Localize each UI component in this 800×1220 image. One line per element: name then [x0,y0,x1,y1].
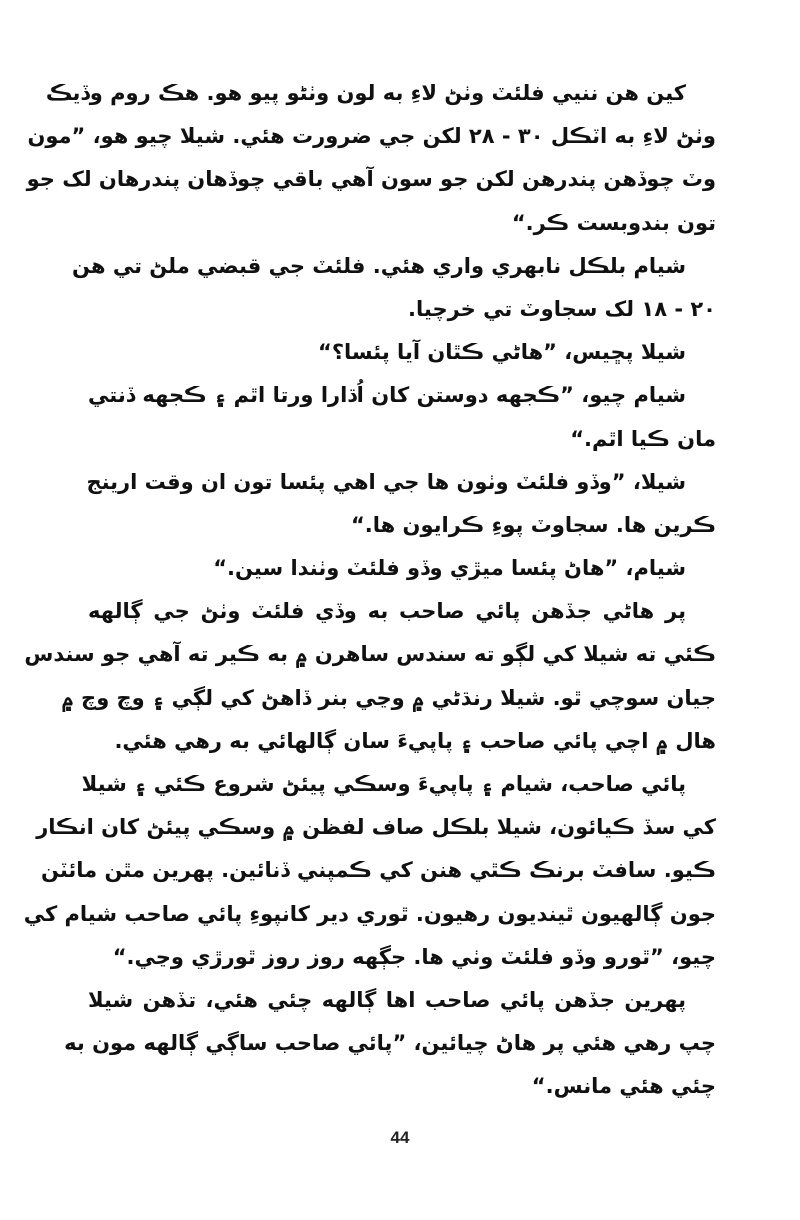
book-page-body [23,72,716,1109]
page-number: 44 [390,1128,410,1147]
text-line: شيام بلڪل نابهري واري هئي. فلئٽ جي قبضي ملڻ تي هن [72,253,686,278]
text-line: کي سڏ ڪيائون، شيلا بلڪل صاف لفظن ۾ وسڪي پيئڻ کان انڪار [36,815,716,840]
text-line: چئي هئي مانس.“ [531,1074,716,1099]
text-line: چيو، ”ٿورو وڏو فلئٽ وٺي ها. جڳهه روز روز ٿورڙي وڃي.“ [112,944,716,969]
text-line: مان ڪيا اٿم.“ [570,426,716,451]
text-line: پائي صاحب، شيام ۽ پاپيءَ وسڪي پيئڻ شروع ڪئي ۽ شيلا [81,772,686,796]
text-line: چپ رهي هئي پر هاڻ چيائين، ”پائي صاحب ساڳي ڳالهه مون به [64,1031,716,1056]
text-line: جون ڳالهيون ٿينديون رهيون. ٿوري دير کانپوءِ پائي صاحب شيام کي [23,901,716,926]
text-line: ٢٠ - ١٨ لک سجاوٽ تي خرچيا. [408,296,716,321]
text-line: وٺڻ لاءِ به اٽڪل ٣٠ - ٢٨ لکن جي ضرورت هئي. شيلا چيو هو، ”مون [27,124,716,149]
text-line: شيام، ”هاڻ پئسا ميڙي وڏو فلئٽ وٺندا سين.“ [213,556,686,581]
text-line: ڪئي ته شيلا کي لڳو ته سندس ساهرن ۾ به ڪير ته آهي جو سندس [24,642,716,667]
text-line: کين هن ننيي فلئٽ وٺڻ لاءِ به لون وٺڻو پيو هو. هڪ روم وڏيڪ [45,81,686,105]
text-line: وٽ چوڏهن پندرهن لکن جو سون آهي باقي چوڏهان پندرهان لک جو [26,167,716,192]
text-line: پر هاڻي جڏهن پائي صاحب به وڏي فلئٽ وٺڻ جي ڳالهه [88,599,686,624]
text-line: شيلا، ”وڏو فلئٽ وٺون ها جي اهي پئسا تون ان وقت ارينج [86,469,686,494]
text-line: جيان سوچي ٿو. شيلا رنڌڻي ۾ وڃي بنر ڏاهڻ کي لڳي ۽ وچ وچ ۾ [61,685,716,710]
text-line: ڪيو. سافٽ برنڪ ڪٿي هنن کي ڪمپني ڏنائين. پهرين مٿن مائٽن [40,858,716,883]
text-line: تون بندوبست ڪر.“ [511,210,716,235]
text-line: ڪرين ها. سجاوٽ پوءِ ڪرايون ها.“ [351,512,716,537]
text-line: پهرين جڏهن پائي صاحب اها ڳالهه چئي هئي، تڏهن شيلا [88,987,686,1012]
text-line: شيلا پڇيس، ”هاڻي ڪٿان آيا پئسا؟“ [318,340,686,365]
text-line: هال ۾ اچي پائي صاحب ۽ پاپيءَ سان ڳالهائي به رهي هئي. [114,728,716,753]
text-line: شيام چيو، ”ڪجهه دوستن کان اُڌارا ورتا اٿم ۽ ڪجهه ڏنتي [88,383,686,408]
